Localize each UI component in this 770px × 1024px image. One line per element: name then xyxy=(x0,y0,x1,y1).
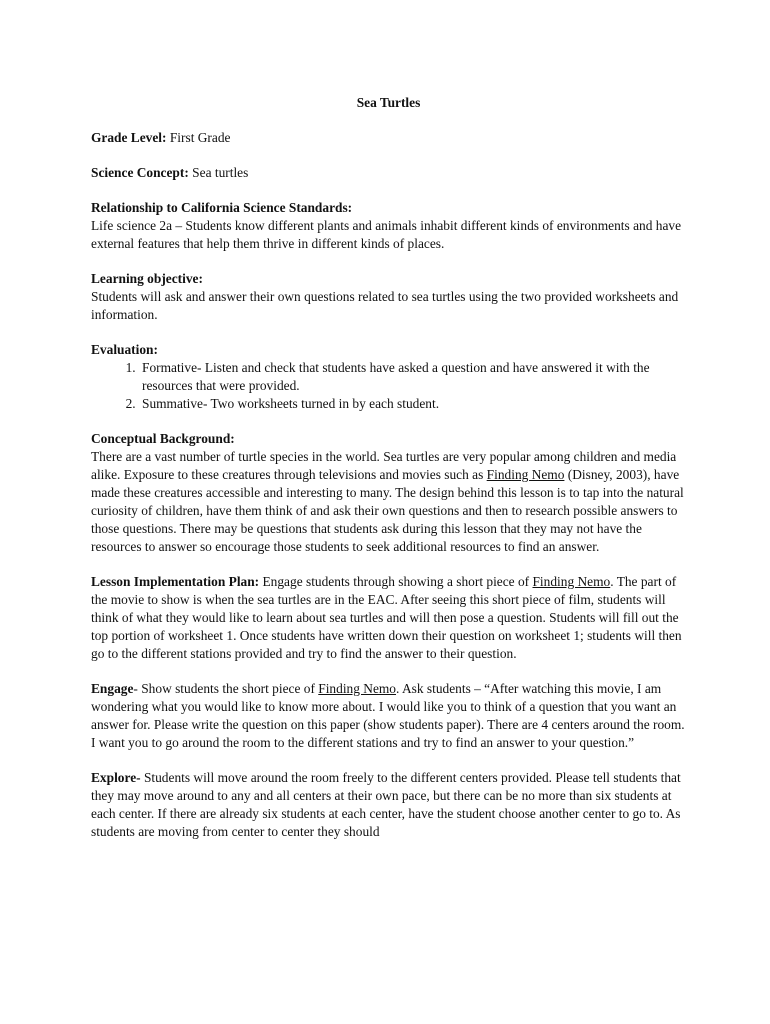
objective-text: Students will ask and answer their own questions related to sea turtles using the two provided worksheets and information. xyxy=(91,289,679,322)
plan-section xyxy=(91,573,686,663)
plan-heading: Lesson Implementation Plan: xyxy=(91,574,260,589)
plan-text-part1: Engage students through showing a short piece of xyxy=(259,574,533,589)
grade-level-label: Grade Level: xyxy=(91,130,167,145)
plan-text-part2: . The part of the movie to show is when the sea turtles are in the EAC. After seeing this short piece of film, students will think of what they would like to learn about sea turtles and will then pose a question. Students will fill out the top portion of worksheet 1. Once students have written down their question on worksheet 1; students will then go to the different stations provided and try to find the answer to their question. xyxy=(91,574,682,661)
objective-section xyxy=(91,270,686,324)
standards-text: Life science 2a – Students know different plants and animals inhabit different kinds of environments and have external features that help them thrive in different kinds of places. xyxy=(91,218,682,251)
background-section xyxy=(91,430,686,556)
background-text xyxy=(91,448,686,556)
engage-section xyxy=(91,680,686,752)
evaluation-item-formative: 1. Formative- Listen and check that students have asked a question and have answered it with the resources that were provided. xyxy=(139,359,686,395)
evaluation-item-summative: 2. Summative- Two worksheets turned in by each student. xyxy=(139,395,686,413)
background-heading: Conceptual Background: xyxy=(91,431,235,446)
evaluation-section xyxy=(91,341,686,413)
evaluation-heading: Evaluation: xyxy=(91,342,158,357)
grade-level-line xyxy=(91,129,686,147)
document-title: Sea Turtles xyxy=(356,95,421,110)
plan-text xyxy=(91,573,686,663)
standards-section xyxy=(91,199,686,253)
evaluation-list xyxy=(91,359,686,413)
standards-heading: Relationship to California Science Standards: xyxy=(91,200,353,215)
background-text-part2: (Disney, 2003), have made these creatures accessible and interesting to many. The design behind this lesson is to tap into the natural curiosity of children, have them think of and ask their own questions and then to research possible answers to those questions. There may be questions that students ask during this lesson that they may not have the resources to answer so encourage those students to seek additional resources to find an answer. xyxy=(91,467,684,554)
engage-heading: Engage xyxy=(91,681,134,696)
engage-text xyxy=(91,680,686,752)
engage-movie-title: Finding Nemo xyxy=(318,681,397,696)
objective-heading: Learning objective: xyxy=(91,271,203,286)
plan-movie-title: Finding Nemo xyxy=(532,574,611,589)
science-concept-line xyxy=(91,164,686,182)
document-page xyxy=(91,94,686,858)
grade-level-value: First Grade xyxy=(169,130,231,145)
explore-text xyxy=(91,769,686,841)
science-concept-label: Science Concept: xyxy=(91,165,189,180)
science-concept-value: Sea turtles xyxy=(192,165,249,180)
engage-text-part1: - Show students the short piece of xyxy=(133,681,319,696)
engage-text-part2: . Ask students – “After watching this movie, I am wondering what you would like to know more about. I would like you to think of a question that you want an answer for. Please write the question on this paper (show students paper). There are 4 centers around the room. I want you to go around the room to the different stations and try to find an answer to your question.” xyxy=(91,681,685,750)
background-movie-title: Finding Nemo xyxy=(486,467,565,482)
background-text-part1: There are a vast number of turtle species in the world. Sea turtles are very popular among children and media alike. Exposure to these creatures through televisions and movies such as xyxy=(91,449,677,482)
explore-text-body: Students will move around the room freely to the different centers provided. Please tell students that they may move around to any and all centers at their own pace, but there can be no more than six students at each center. If there are already six students at each center, have the student choose another center to go to. As students are moving from center to center they should xyxy=(91,770,681,839)
explore-heading: Explore- xyxy=(91,770,141,785)
explore-section xyxy=(91,769,686,841)
